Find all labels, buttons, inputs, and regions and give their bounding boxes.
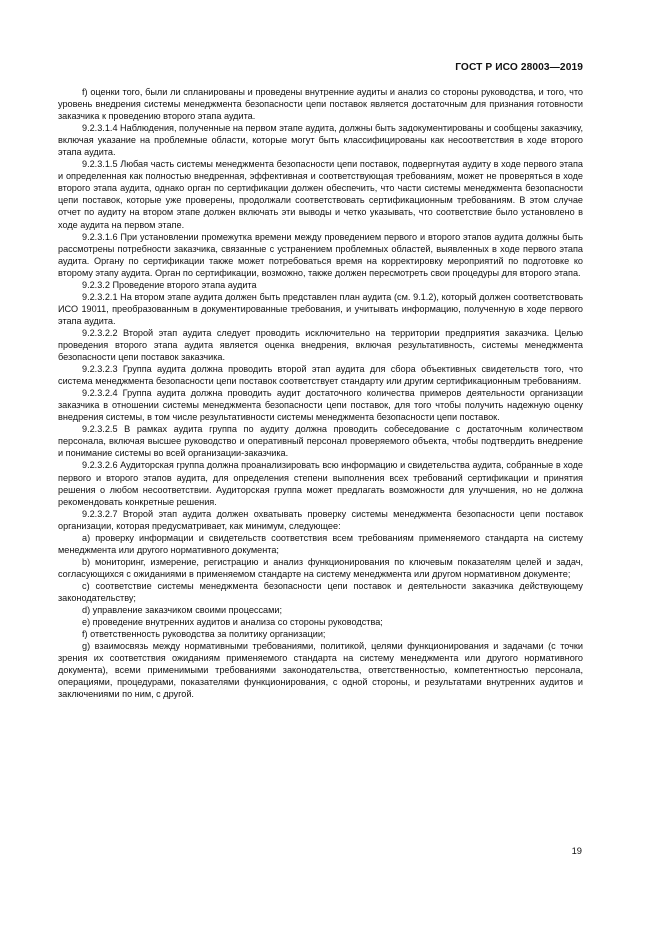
paragraph-9-2-3-2-6: 9.2.3.2.6 Аудиторская группа должна проанализировать всю информацию и свидетельства аудита, собранные в ходе первого и второго этапов аудита, для определения степени выполнения всех требований сертификации и принятия решения о любом несоответствии. Аудиторская группа может предлагать возможности для улучшения, но не должна рекомендовать конкретные решения. (58, 460, 583, 507)
paragraph-9-2-3-2-3: 9.2.3.2.3 Группа аудита должна проводить второй этап аудита для сбора объективных свидетельств того, что система менеджмента безопасности цепи поставок соответствует стандарту или другим сертификационным требованиям. (58, 364, 583, 387)
paragraph-9-2-3-1-5: 9.2.3.1.5 Любая часть системы менеджмента безопасности цепи поставок, подвергнутая аудиту в ходе первого этапа и определенная как полностью внедренная, эффективная и соответствующая требованиям, может не проверяться в ходе второго этапа аудита, однако орган по сертификации должен обеспечить, что части системы менеджмента безопасности цепи поставок, которые уже проверены, продолжали соответствовать сертификационным требованиям. В этом случае отчет по аудиту на втором этапе должен включать эти выводы и четко указывать, что соответствие было установлено в ходе аудита на первом этапе. (58, 159, 583, 230)
paragraph-9-2-3-1-4: 9.2.3.1.4 Наблюдения, полученные на первом этапе аудита, должны быть задокументированы и сообщены заказчику, включая указание на проблемные области, которые могут быть классифицированы как несоответствия в ходе второго этапа аудита. (58, 123, 583, 158)
list-item-c: c) соответствие системы менеджмента безопасности цепи поставок и деятельности заказчика действующему законодательству; (58, 580, 583, 603)
list-item-a: a) проверку информации и свидетельств соответствия всем требованиям применяемого стандарта на систему менеджмента или другого нормативного документа; (58, 532, 583, 555)
standard-header: ГОСТ Р ИСО 28003—2019 (455, 62, 583, 73)
list-item-e: e) проведение внутренних аудитов и анализа со стороны руководства; (82, 617, 383, 628)
paragraph-9-2-3-2-5: 9.2.3.2.5 В рамках аудита группа по аудиту должна проводить собеседование с достаточным количеством персонала, включая высшее руководство и оперативный персонал проверяемого объекта, чтобы подтвердить внедрение и понимание системы во всей организации-заказчика. (58, 424, 583, 459)
section-heading-9-2-3-2: 9.2.3.2 Проведение второго этапа аудита (82, 279, 257, 290)
list-item-f: f) ответственность руководства за политику организации; (82, 629, 326, 640)
paragraph-9-2-3-2-1: 9.2.3.2.1 На втором этапе аудита должен быть представлен план аудита (см. 9.1.2), который должен соответствовать ИСО 19011, преобразованным в документированные требования, и учитывать информацию, полученную в ходе первого этапа аудита. (58, 291, 583, 326)
list-item-b: b) мониторинг, измерение, регистрацию и анализ функционирования по ключевым показателям целей и задач, согласующихся с ожиданиями в применяемом стандарте на систему менеджмента или другом нормативном документе; (58, 556, 583, 579)
page-body (58, 86, 583, 700)
paragraph-9-2-3-2-4: 9.2.3.2.4 Группа аудита должна проводить аудит достаточного количества примеров деятельности организации заказчика в отношении системы менеджмента безопасности цепи поставок, для того чтобы получить надежную оценку внедрения системы, в том числе результативности системы менеджмента безопасности цепи поставок. (58, 388, 583, 423)
paragraph-9-2-3-1-6: 9.2.3.1.6 При установлении промежутка времени между проведением первого и второго этапов аудита должны быть рассмотрены потребности заказчика, связанные с устранением проблемных областей, выявленных в ходе первого этапа аудита. Органу по сертификации также может потребоваться время на корректировку мероприятий по подготовке ко второму этапу аудита. Орган по сертификации, возможно, также должен пересмотреть свои процедуры для второго этапа. (58, 231, 583, 278)
paragraph-9-2-3-2-2: 9.2.3.2.2 Второй этап аудита следует проводить исключительно на территории предприятия заказчика. Целью проведения второго этапа аудита является оценка внедрения, включая результативность, системы менеджмента безопасности цепи поставок заказчика. (58, 327, 583, 363)
paragraph-item-f-assessment: f) оценки того, были ли спланированы и проведены внутренние аудиты и анализ со стороны руководства, и того, что уровень внедрения системы менеджмента безопасности цепи поставок является достаточным для признания готовности заказчика к проведению второго этапа аудита. (58, 87, 583, 122)
list-item-d: d) управление заказчиком своими процессами; (82, 605, 283, 616)
list-item-g: g) взаимосвязь между нормативными требованиями, политикой, целями функционирования и задачами (с точки зрения их соответствия ожиданиям применяемого стандарта на систему менеджмента или другого нормативного документа), всеми применимыми требованиями законодательства, ответственностью, компетентностью персонала, операциями, процедурами, показателями функционирования, с одной стороны, и результатами внутренних аудитов и заключениями по ним, с другой. (58, 641, 583, 700)
page-number: 19 (571, 845, 582, 856)
paragraph-9-2-3-2-7: 9.2.3.2.7 Второй этап аудита должен охватывать проверку системы менеджмента безопасности цепи поставок организации, которая предусматривает, как минимум, следующее: (58, 508, 583, 531)
